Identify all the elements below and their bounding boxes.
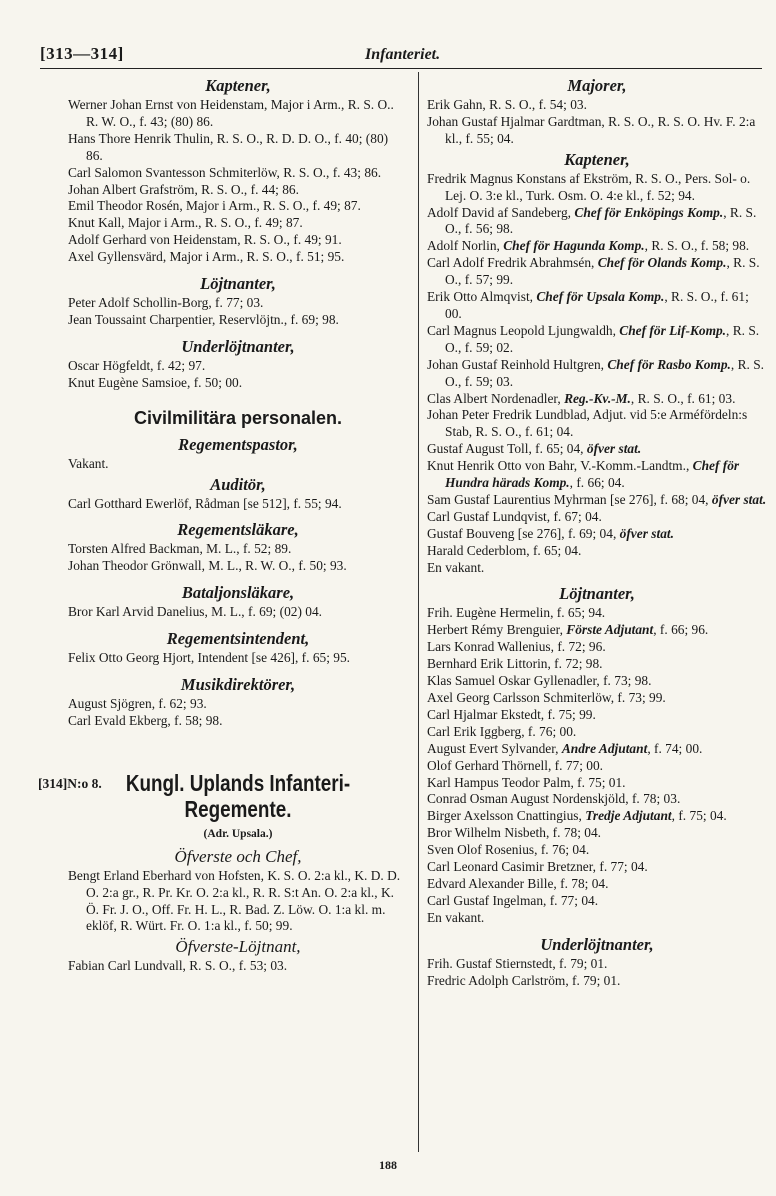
entry-text-tail: , f. 66; 04.	[569, 475, 625, 491]
overste-list	[68, 868, 408, 936]
list-entry	[427, 775, 767, 792]
list-entry	[427, 605, 767, 622]
overstelojtnant-list	[68, 958, 408, 975]
list-entry: Johan Gustaf Hjalmar Gardtman, R. S. O., R. S. O. Hv. F. 2:a kl., f. 55; 04.	[427, 113, 756, 146]
entry-text: Lars Konrad Wallenius, f. 72; 96.	[427, 639, 606, 655]
entry-text-tail: , R. S. O., f. 59; 03.	[445, 356, 765, 389]
entry-text: Fredrik Magnus Konstans af Ekström, R. S. O., Pers. Sol- o. Lej. O. 3:e kl., Turk. Osm. O. 4:e kl., f. 52; 94.	[427, 170, 751, 203]
regiment-block	[38, 769, 408, 843]
entry-text: Herbert Rémy Brenguier,	[427, 622, 567, 638]
entry-role: Tredje Adjutant	[585, 808, 672, 824]
list-entry	[427, 859, 767, 876]
entry-text: Erik Otto Almqvist,	[427, 289, 537, 305]
list-entry	[427, 509, 767, 526]
entry-text: Adolf Norlin,	[427, 238, 504, 254]
entry-role: Chef för Hagunda Komp.	[503, 238, 645, 254]
entry-text: Carl Leonard Casimir Bretzner, f. 77; 04.	[427, 859, 648, 875]
overste-heading: Öfverste och Chef,	[174, 846, 302, 866]
list-entry	[427, 758, 767, 775]
entry-text-tail: , f. 75; 04.	[671, 808, 727, 824]
list-entry: Bengt Erland Eberhard von Hofsten, K. S. O. 2:a kl., K. D. D. O. 2:a gr., R. Pr. Kr. O. 2:a kl., R. R. S:t An. O. 2:a kl., K. Ö. Fr. J. O., Off. Fr. H. L., R. Bad. Z. Löw. O. 1:a kl. m. eklöf, R. Würt. Fr. O. 1:a kl., f. 50; 99.	[68, 867, 401, 934]
list-entry	[427, 673, 767, 690]
list-entry	[427, 526, 767, 543]
entry-role: Förste Adjutant	[566, 622, 654, 638]
list-entry	[427, 323, 767, 357]
underlojtnanter-heading: Underlöjtnanter,	[181, 336, 295, 356]
intendent-heading: Regementsintendent,	[166, 629, 310, 649]
list-entry	[427, 255, 767, 289]
entry-text: Knut Henrik Otto von Bahr, V.-Komm.-Landtm.,	[427, 458, 693, 474]
entry-text: Carl Erik Iggberg, f. 76; 00.	[427, 723, 577, 739]
entry-text: Johan Peter Fredrik Lundblad, Adjut. vid 5:e Arméfördeln:s Stab, R. S. O., f. 61; 04.	[427, 407, 748, 440]
list-entry	[427, 741, 767, 758]
list-entry	[427, 876, 767, 893]
right-column	[427, 74, 767, 990]
bataljonslakare-list	[68, 604, 408, 621]
list-entry	[427, 238, 767, 255]
entry-role: Chef för Lif-Komp.	[619, 322, 727, 338]
right-lojtnanter-heading: Löjtnanter,	[559, 584, 635, 604]
entry-text: Carl Adolf Fredrik Abrahmsén,	[427, 255, 598, 271]
right-kaptener-heading: Kaptener,	[564, 149, 630, 169]
entry-text: Johan Gustaf Reinhold Hultgren,	[427, 356, 608, 372]
civil-heading: Civilmilitära personalen.	[133, 407, 343, 428]
list-entry: Oscar Högfeldt, f. 42; 97.	[68, 357, 206, 373]
list-entry	[427, 560, 767, 577]
entry-text: Klas Samuel Oskar Gyllenadler, f. 73; 98.	[427, 673, 652, 689]
list-entry: Erik Gahn, R. S. O., f. 54; 03.	[427, 97, 587, 112]
bataljonslakare-heading: Bataljonsläkare,	[181, 583, 295, 603]
lojtnanter-heading: Löjtnanter,	[200, 274, 276, 294]
regementslakare-heading: Regementsläkare,	[177, 520, 299, 540]
kaptener-heading: Kaptener,	[205, 76, 271, 95]
list-entry: Emil Theodor Rosén, Major i Arm., R. S. O., f. 49; 87.	[68, 198, 361, 214]
list-entry	[427, 656, 767, 673]
right-underlojtnanter-heading: Underlöjtnanter,	[540, 934, 654, 954]
page-number: 188	[379, 1158, 397, 1172]
entry-role: Chef för Hundra härads Komp.	[445, 458, 740, 491]
entry-text-tail: , f. 66; 96.	[653, 622, 709, 638]
entry-text-tail: , R. S. O., f. 61; 00.	[445, 289, 749, 321]
list-entry	[427, 492, 767, 509]
regiment-address: (Adr. Upsala.)	[203, 827, 273, 840]
list-entry	[427, 458, 767, 492]
list-entry	[427, 724, 767, 741]
underlojtnanter-list	[68, 358, 408, 392]
list-entry	[427, 707, 767, 724]
list-entry	[427, 289, 767, 323]
entry-role: Chef för Upsala Komp.	[536, 289, 665, 305]
entry-text: Sven Olof Rosenius, f. 76; 04.	[427, 842, 590, 858]
list-entry: Carl Salomon Svantesson Schmiterlöw, R. S. O., f. 43; 86.	[68, 164, 382, 180]
entry-text: En vakant.	[427, 909, 485, 925]
regementspastor-list	[68, 456, 408, 473]
entry-text: Olof Gerhard Thörnell, f. 77; 00.	[427, 757, 604, 773]
list-entry	[427, 910, 767, 927]
list-entry: Torsten Alfred Backman, M. L., f. 52; 89.	[68, 541, 292, 557]
entry-text: Frih. Gustaf Stiernstedt, f. 79; 01.	[427, 955, 608, 971]
entry-text: Clas Albert Nordenadler,	[427, 390, 565, 406]
list-entry: Carl Evald Ekberg, f. 58; 98.	[68, 712, 223, 728]
entry-text: En vakant.	[427, 559, 485, 575]
entry-text-tail: , R. S. O., f. 56; 98.	[445, 204, 757, 237]
intendent-list	[68, 650, 408, 667]
entry-text-tail: , R. S. O., f. 59; 02.	[445, 322, 760, 355]
left-column	[38, 74, 408, 975]
list-entry: Vakant.	[68, 455, 109, 471]
list-entry: Adolf Gerhard von Heidenstam, R. S. O., f. 49; 91.	[68, 232, 342, 248]
page-range: [313—314]	[40, 44, 124, 63]
regementspastor-heading: Regementspastor,	[178, 434, 298, 454]
entry-text: Harald Cederblom, f. 65; 04.	[427, 542, 582, 558]
entry-role: Chef för Olands Komp.	[597, 255, 727, 271]
entry-text-tail: , R. S. O., f. 57; 99.	[445, 255, 760, 288]
musik-list	[68, 696, 408, 730]
entry-role: Reg.-Kv.-M.	[564, 390, 631, 406]
entry-text-tail: , f. 74; 00.	[647, 740, 703, 756]
entry-text: Adolf David af Sandeberg,	[427, 204, 575, 220]
running-title: Infanteriet.	[365, 46, 441, 63]
list-entry: Felix Otto Georg Hjort, Intendent [se 426], f. 65; 95.	[68, 650, 351, 666]
list-entry	[427, 791, 767, 808]
list-entry	[427, 391, 767, 408]
list-entry: Johan Theodor Grönwall, M. L., R. W. O., f. 50; 93.	[68, 558, 347, 574]
entry-text: Carl Hjalmar Ekstedt, f. 75; 99.	[427, 706, 596, 722]
list-entry	[427, 956, 767, 973]
entry-role: öfver stat.	[711, 491, 767, 507]
entry-text: Frih. Eugène Hermelin, f. 65; 94.	[427, 605, 606, 621]
regiment-title-line-1: Kungl. Uplands Infanteri-	[125, 769, 351, 796]
list-entry: August Sjögren, f. 62; 93.	[68, 696, 207, 712]
list-entry	[427, 543, 767, 560]
entry-role: öfver stat.	[619, 525, 674, 541]
entry-text: Gustaf Bouveng [se 276], f. 69; 04,	[427, 525, 620, 541]
list-entry	[427, 205, 767, 239]
list-entry	[427, 407, 767, 441]
auditor-list	[68, 496, 408, 513]
right-kaptener-list	[427, 171, 767, 577]
list-entry	[427, 690, 767, 707]
list-entry	[427, 639, 767, 656]
entry-text: Carl Gustaf Lundqvist, f. 67; 04.	[427, 508, 602, 524]
entry-text: Gustaf August Toll, f. 65; 04,	[427, 441, 587, 457]
list-entry: Fabian Carl Lundvall, R. S. O., f. 53; 03.	[68, 958, 288, 974]
entry-text: Axel Georg Carlsson Schmiterlöw, f. 73; 99.	[427, 690, 666, 705]
entry-text: Karl Hampus Teodor Palm, f. 75; 01.	[427, 774, 626, 790]
list-entry	[427, 357, 767, 391]
majorer-list	[427, 97, 767, 148]
kaptener-list	[68, 97, 408, 266]
auditor-heading: Auditör,	[210, 474, 266, 494]
list-entry: Bror Karl Arvid Danelius, M. L., f. 69; (02) 04.	[68, 604, 323, 620]
list-entry	[427, 973, 767, 990]
right-underlojtnanter-list	[427, 956, 767, 990]
list-entry	[427, 171, 767, 205]
list-entry	[427, 842, 767, 859]
lojtnanter-list	[68, 295, 408, 329]
entry-text: Edvard Alexander Bille, f. 78; 04.	[427, 875, 609, 891]
entry-role: öfver stat.	[586, 441, 642, 457]
entry-text: Bernhard Erik Littorin, f. 72; 98.	[427, 656, 603, 672]
entry-text: Birger Axelsson Cnattingius,	[427, 808, 586, 824]
regiment-number: [314]N:o 8.	[38, 775, 102, 791]
list-entry: Jean Toussaint Charpentier, Reservlöjtn., f. 69; 98.	[68, 311, 339, 327]
entry-role: Andre Adjutant	[561, 740, 648, 756]
entry-text: Sam Gustaf Laurentius Myhrman [se 276], f. 68; 04,	[427, 491, 712, 507]
right-lojtnanter-list	[427, 605, 767, 926]
entry-text-tail: , R. S. O., f. 58; 98.	[644, 238, 750, 254]
entry-text: August Evert Sylvander,	[427, 740, 562, 756]
list-entry	[427, 808, 767, 825]
column-divider	[418, 72, 419, 1152]
list-entry: Carl Gotthard Ewerlöf, Rådman [se 512], f. 55; 94.	[68, 495, 342, 511]
list-entry	[427, 825, 767, 842]
entry-text: Conrad Osman August Nordenskjöld, f. 78; 03.	[427, 791, 681, 807]
entry-text-tail: , R. S. O., f. 61; 03.	[630, 390, 736, 406]
header-rule	[40, 68, 762, 69]
list-entry: Hans Thore Henrik Thulin, R. S. O., R. D. D. O., f. 40; (80) 86.	[68, 130, 389, 163]
entry-role: Chef för Rasbo Komp.	[607, 356, 731, 372]
list-entry: Johan Albert Grafström, R. S. O., f. 44; 86.	[68, 181, 299, 197]
musik-heading: Musikdirektörer,	[180, 675, 296, 695]
list-entry: Knut Eugène Samsioe, f. 50; 00.	[68, 374, 243, 390]
majorer-heading: Majorer,	[567, 76, 627, 95]
list-entry	[427, 893, 767, 910]
overstelojtnant-heading: Öfverste-Löjtnant,	[175, 937, 301, 957]
entry-role: Chef för Enköpings Komp.	[574, 204, 724, 220]
list-entry: Knut Kall, Major i Arm., R. S. O., f. 49; 87.	[68, 215, 303, 231]
regiment-title-line-2: Regemente.	[184, 795, 292, 822]
entry-text: Fredric Adolph Carlström, f. 79; 01.	[427, 972, 621, 988]
entry-text: Carl Gustaf Ingelman, f. 77; 04.	[427, 892, 599, 908]
list-entry	[427, 441, 767, 458]
entry-text: Carl Magnus Leopold Ljungwaldh,	[427, 322, 620, 338]
entry-text: Bror Wilhelm Nisbeth, f. 78; 04.	[427, 825, 602, 841]
regementslakare-list	[68, 541, 408, 575]
list-entry: Peter Adolf Schollin-Borg, f. 77; 03.	[68, 295, 264, 311]
list-entry: Axel Gyllensvärd, Major i Arm., R. S. O., f. 51; 95.	[68, 249, 345, 265]
list-entry	[427, 622, 767, 639]
list-entry: Werner Johan Ernst von Heidenstam, Major i Arm., R. S. O.. R. W. O., f. 43; (80) 86.	[68, 97, 394, 129]
